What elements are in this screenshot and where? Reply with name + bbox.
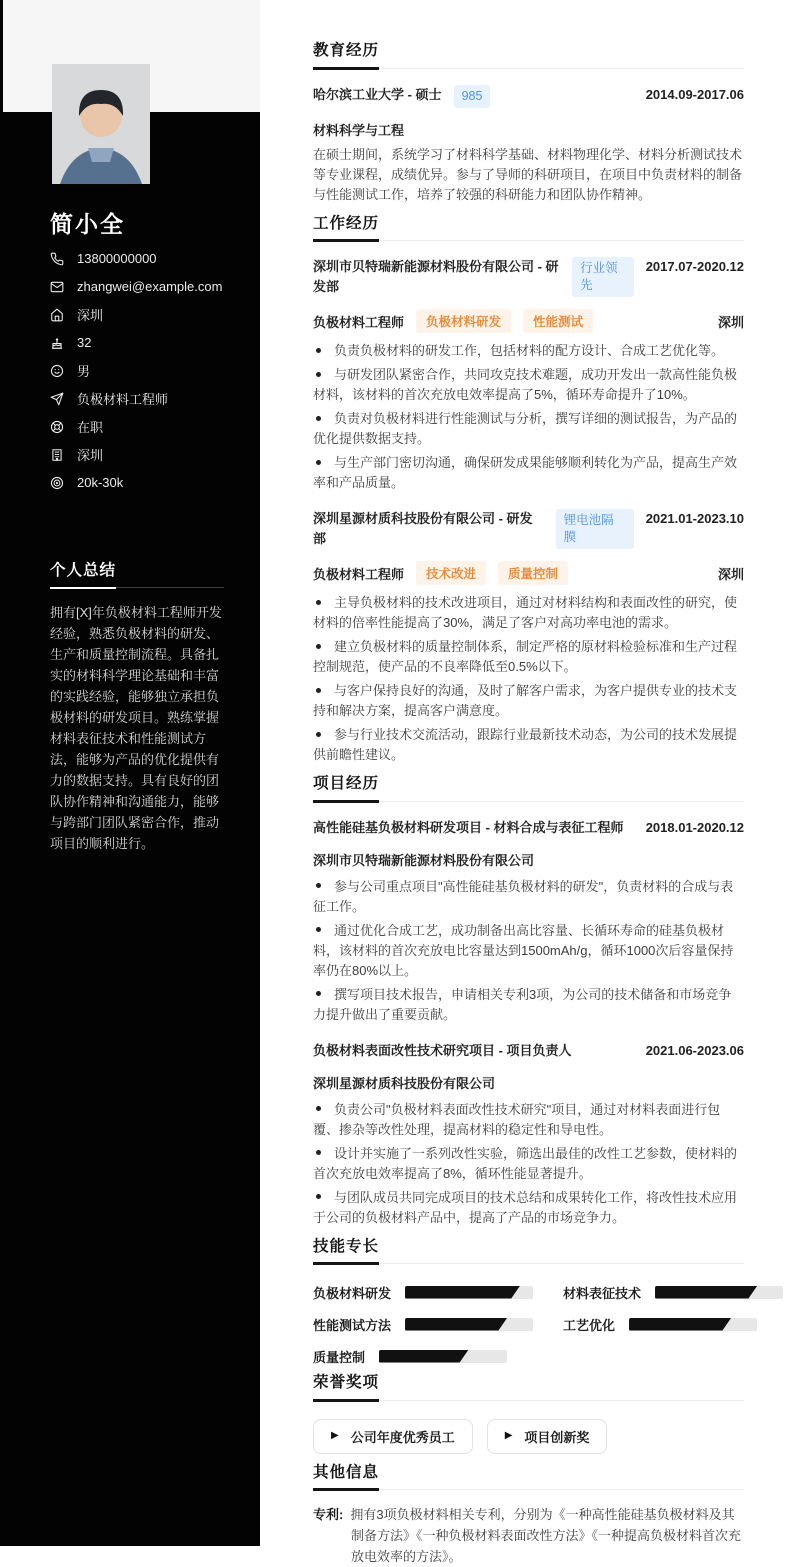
job-icon: [50, 392, 64, 406]
project-org: 深圳市贝特瑞新能源材料股份有限公司: [313, 850, 744, 869]
skill-bar-fill: [629, 1318, 731, 1331]
skills-title: 技能专长: [313, 1239, 379, 1266]
work-title: 工作经历: [313, 216, 379, 243]
role-title: 负极材料工程师: [313, 312, 404, 331]
contact-value: zhangwei@example.com: [77, 279, 222, 294]
profile-photo: [52, 64, 150, 184]
bullet-item: [313, 1100, 744, 1140]
bullet-text: 建立负极材料的质量控制体系，制定严格的原材料检验标准和生产过程控制规范，使产品的不良率降低至0.5%以下。: [313, 639, 737, 674]
contact-age: [50, 333, 222, 352]
personal-summary: [50, 563, 224, 854]
bullet-item: [313, 985, 744, 1025]
award-pill[interactable]: [313, 1419, 473, 1454]
contact-gender: [50, 361, 222, 380]
skill-label: 工艺优化: [563, 1315, 615, 1334]
role-tag: 质量控制: [498, 561, 568, 585]
company-row: [313, 257, 744, 297]
bullet-dot: [316, 348, 321, 353]
project-title: 高性能硅基负极材料研发项目 - 材料合成与表征工程师: [313, 818, 624, 838]
section-projects: [313, 776, 744, 1228]
company-badge: 锂电池隔膜: [556, 509, 634, 549]
skill-item: [563, 1284, 783, 1300]
bullet-dot: [316, 732, 321, 737]
work-bullets: [313, 341, 744, 493]
company-name: 深圳市贝特瑞新能源材料股份有限公司 - 研发部: [313, 257, 560, 297]
award-list: [313, 1419, 744, 1454]
other-title: 其他信息: [313, 1465, 379, 1492]
resume-main: [260, 0, 794, 1546]
company-badge: 行业领先: [572, 257, 634, 297]
work-entry: [313, 509, 744, 765]
contact-value: 男: [77, 361, 90, 380]
bullet-dot: [316, 372, 321, 377]
skill-bar-fill: [655, 1286, 757, 1299]
education-major: 材料科学与工程: [313, 120, 744, 139]
project-entry: [313, 818, 744, 1025]
bullet-dot: [316, 1150, 321, 1155]
company-row: [313, 509, 744, 549]
play-icon: ▶: [331, 1431, 339, 1441]
contact-email: [50, 277, 222, 296]
bullet-dot: [316, 1194, 321, 1199]
bullet-text: 负责负极材料的研发工作，包括材料的配方设计、合成工艺优化等。: [334, 343, 724, 358]
status-icon: [50, 420, 64, 434]
project-date: 2021.06-2023.06: [634, 1041, 744, 1061]
bullet-item: [313, 637, 744, 677]
age-icon: [50, 336, 64, 350]
bullet-dot: [316, 644, 321, 649]
skill-item: [313, 1284, 533, 1300]
education-entry: [313, 85, 744, 108]
section-skills: [313, 1239, 744, 1365]
city-icon: [50, 448, 64, 462]
bullet-dot: [316, 883, 321, 888]
work-header: [313, 216, 744, 242]
education-title: 教育经历: [313, 43, 379, 70]
bullet-item: [313, 365, 744, 405]
skill-item: [313, 1348, 533, 1364]
project-entry: [313, 1041, 744, 1228]
bullet-item: [313, 681, 744, 721]
project-title-row: [313, 1041, 744, 1061]
bullet-item: [313, 1188, 744, 1228]
skills-header: [313, 1239, 744, 1265]
bullet-dot: [316, 1106, 321, 1111]
contact-status: [50, 417, 222, 436]
award-label: 公司年度优秀员工: [351, 1427, 455, 1446]
skill-label: 质量控制: [313, 1347, 365, 1366]
bullet-text: 负责对负极材料进行性能测试与分析，撰写详细的测试报告，为产品的优化提供数据支持。: [313, 411, 737, 446]
contact-job-title: [50, 389, 222, 408]
phone-icon: [50, 252, 64, 266]
salary-icon: [50, 476, 64, 490]
bullet-item: [313, 593, 744, 633]
skill-label: 负极材料研发: [313, 1283, 391, 1302]
work-date: 2017.07-2020.12: [634, 257, 744, 277]
section-education: [313, 43, 744, 205]
role-tag: 负极材料研发: [416, 309, 511, 333]
contact-value: 在职: [77, 417, 103, 436]
school-badge: 985: [454, 85, 491, 108]
skill-bar-track: [405, 1318, 533, 1331]
patent-paragraph: [313, 1504, 744, 1567]
projects-header: [313, 776, 744, 802]
work-entry: [313, 257, 744, 493]
skills-grid: [313, 1284, 744, 1364]
work-location: 深圳: [718, 312, 744, 331]
bullet-text: 设计并实施了一系列改性实验，筛选出最佳的改性工艺参数，使材料的首次充放电效率提高了8%，循环性能显著提升。: [313, 1146, 737, 1181]
bullet-dot: [316, 460, 321, 465]
bullet-text: 与生产部门密切沟通，确保研发成果能够顺利转化为产品，提高生产效率和产品质量。: [313, 455, 737, 490]
contact-city: [50, 445, 222, 464]
patent-label: 专利:: [313, 1507, 343, 1522]
contact-phone: [50, 249, 222, 268]
section-awards: [313, 1375, 744, 1454]
education-date: 2014.09-2017.06: [634, 85, 744, 105]
contact-hometown: [50, 305, 222, 324]
contact-salary: [50, 473, 222, 492]
bullet-item: [313, 725, 744, 765]
award-pill[interactable]: [487, 1419, 608, 1454]
gender-icon: [50, 364, 64, 378]
project-org: 深圳星源材质科技股份有限公司: [313, 1073, 744, 1092]
project-title-row: [313, 818, 744, 838]
company-name: 深圳星源材质科技股份有限公司 - 研发部: [313, 509, 544, 549]
bullet-item: [313, 453, 744, 493]
skill-label: 性能测试方法: [313, 1315, 391, 1334]
award-label: 项目创新奖: [524, 1427, 589, 1446]
bullet-item: [313, 409, 744, 449]
awards-header: [313, 1375, 744, 1401]
skill-bar-track: [629, 1318, 757, 1331]
skill-bar-track: [405, 1286, 533, 1299]
play-icon: ▶: [505, 1431, 513, 1441]
candidate-name: 简小全: [50, 206, 125, 239]
section-work: [313, 216, 744, 766]
bullet-text: 与研发团队紧密合作，共同攻克技术难题，成功开发出一款高性能负极材料，该材料的首次充放电效率提高了5%，循环寿命提升了10%。: [313, 367, 737, 402]
role-tag: 性能测试: [523, 309, 593, 333]
contact-value: 32: [77, 335, 91, 350]
role-row: [313, 561, 744, 585]
bullet-item: [313, 341, 744, 361]
bullet-dot: [316, 991, 321, 996]
contact-list: [50, 249, 222, 492]
bullet-text: 参与公司重点项目"高性能硅基负极材料的研发"，负责材料的合成与表征工作。: [313, 879, 733, 914]
bullet-item: [313, 1144, 744, 1184]
bullet-dot: [316, 600, 321, 605]
project-date: 2018.01-2020.12: [634, 818, 744, 838]
bullet-text: 负责公司"负极材料表面改性技术研究"项目，通过对材料表面进行包覆、掺杂等改性处理，提高材料的稳定性和导电性。: [313, 1102, 720, 1137]
skill-item: [563, 1316, 783, 1332]
bullet-text: 与客户保持良好的沟通，及时了解客户需求，为客户提供专业的技术支持和解决方案，提高客户满意度。: [313, 683, 737, 718]
bullet-text: 撰写项目技术报告，申请相关专利3项，为公司的技术储备和市场竞争力提升做出了重要贡献。: [313, 987, 731, 1022]
work-bullets: [313, 593, 744, 765]
project-bullets: [313, 1100, 744, 1228]
role-row: [313, 309, 744, 333]
bullet-text: 参与行业技术交流活动，跟踪行业最新技术动态，为公司的技术发展提供前瞻性建议。: [313, 727, 737, 762]
skill-bar-track: [655, 1286, 783, 1299]
bullet-dot: [316, 688, 321, 693]
project-title: 负极材料表面改性技术研究项目 - 项目负责人: [313, 1041, 572, 1061]
bullet-item: [313, 921, 744, 981]
bullet-item: [313, 877, 744, 917]
projects-title: 项目经历: [313, 776, 379, 803]
skill-bar-fill: [379, 1350, 469, 1363]
summary-title: 个人总结: [50, 563, 116, 589]
awards-title: 荣誉奖项: [313, 1375, 379, 1402]
contact-value: 13800000000: [77, 251, 157, 266]
patent-text: 拥有3项负极材料相关专利，分别为《一种高性能硅基负极材料及其制备方法》《一种负极材料表面改性方法》《一种提高负极材料首次充放电效率的方法》。: [350, 1507, 741, 1564]
summary-header: [50, 563, 224, 588]
education-header: [313, 43, 744, 69]
skill-label: 材料表征技术: [563, 1283, 641, 1302]
school-name: 哈尔滨工业大学 - 硕士: [313, 85, 442, 105]
bullet-dot: [316, 416, 321, 421]
summary-text: 拥有[X]年负极材料工程师开发经验，熟悉负极材料的研发、生产和质量控制流程。具备扎实的材料科学理论基础和丰富的实践经验，能够独立承担负极材料的研发项目。熟练掌握材料表征技术和性能测试方法，能够为产品的优化提供有力的数据支持。具有良好的团队协作精神和沟通能力，能够与跨部门团队紧密合作，推动项目的顺利进行。: [50, 602, 224, 854]
education-description: 在硕士期间，系统学习了材料科学基础、材料物理化学、材料分析测试技术等专业课程，成绩优异。参与了导师的科研项目，在项目中负责材料的制备与性能测试工作，培养了较强的科研能力和团队协作精神。: [313, 145, 744, 205]
work-date: 2021.01-2023.10: [634, 509, 744, 529]
work-location: 深圳: [718, 564, 744, 583]
project-bullets: [313, 877, 744, 1025]
role-title: 负极材料工程师: [313, 564, 404, 583]
home-icon: [50, 308, 64, 322]
contact-value: 深圳: [77, 445, 103, 464]
skill-bar-fill: [405, 1318, 507, 1331]
section-other: [313, 1465, 744, 1567]
bullet-text: 主导负极材料的技术改进项目，通过对材料结构和表面改性的研究，使材料的倍率性能提高了30%，满足了客户对高功率电池的需求。: [313, 595, 737, 630]
skill-bar-fill: [405, 1286, 520, 1299]
role-tag: 技术改进: [416, 561, 486, 585]
skill-item: [313, 1316, 533, 1332]
bullet-text: 与团队成员共同完成项目的技术总结和成果转化工作，将改性技术应用于公司的负极材料产品中，提高了产品的市场竞争力。: [313, 1190, 737, 1225]
skill-bar-track: [379, 1350, 507, 1363]
mail-icon: [50, 280, 64, 294]
portrait-placeholder: [52, 64, 150, 184]
bullet-dot: [316, 927, 321, 932]
contact-value: 20k-30k: [77, 475, 123, 490]
bullet-text: 通过优化合成工艺，成功制备出高比容量、长循环寿命的硅基负极材料，该材料的首次充放电比容量达到1500mAh/g，循环1000次后容量保持率仍在80%以上。: [313, 923, 733, 978]
sidebar: [0, 0, 260, 1546]
other-header: [313, 1465, 744, 1491]
contact-value: 负极材料工程师: [77, 389, 168, 408]
skill-item-empty: [563, 1348, 783, 1364]
contact-value: 深圳: [77, 305, 103, 324]
